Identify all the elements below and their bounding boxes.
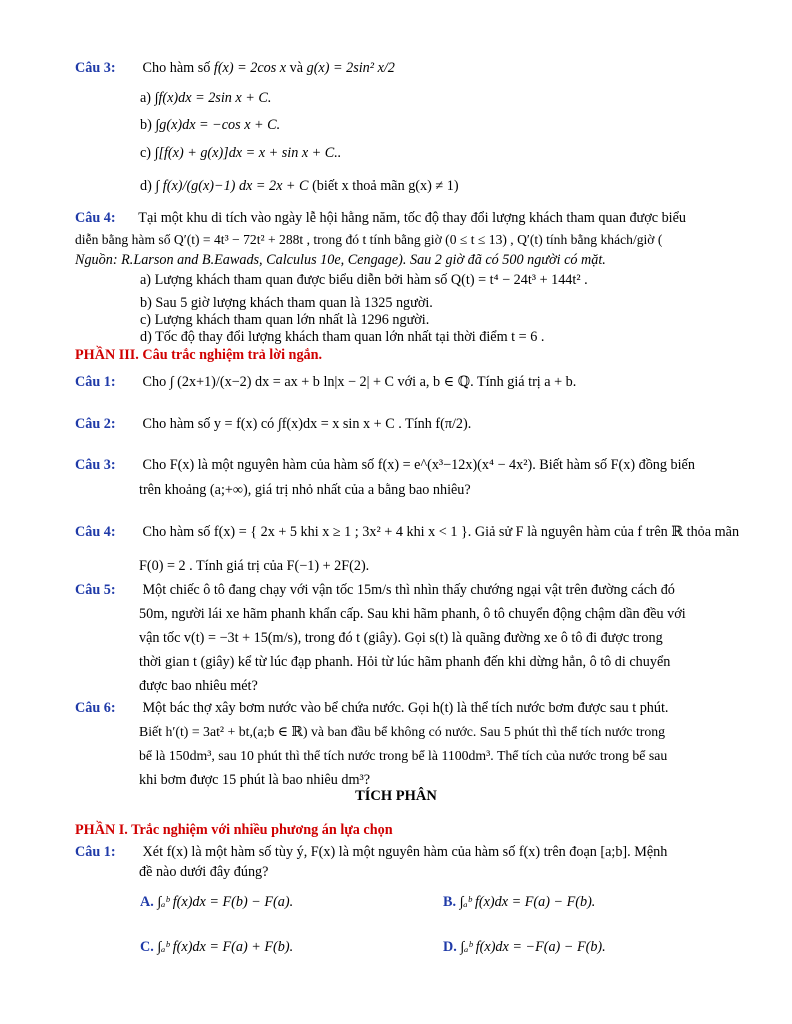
option-text: ∫ₐᵇ f(x)dx = −F(a) − F(b). [460,939,606,955]
question-3-stem [75,58,746,78]
option-text: ∫ₐᵇ f(x)dx = F(b) − F(a). [157,894,294,910]
question-label: Câu 5: [75,582,116,598]
question-text: Cho hàm số y = f(x) có ∫f(x)dx = x sin x + C . Tính f(π/2). [142,416,472,432]
short-q6-line4: khi bơm được 15 phút là bao nhiêu dm³? [139,772,371,788]
question-4-line2: diễn bằng hàm số Q′(t) = 4t³ − 72t² + 288t , trong đó t tính bằng giờ (0 ≤ t ≤ 13) , Q′(t) tính bằng khách/giờ ( [75,232,663,247]
formula-g: g(x) = 2sin² x/2 [306,60,395,76]
option-letter: c) [140,145,152,161]
short-q4 [75,522,746,542]
q4-option-c: c) Lượng khách tham quan lớn nhất là 1296 người. [140,312,430,328]
option-letter: A. [140,894,154,910]
short-q5-line3: vận tốc v(t) = −3t + 15(m/s), trong đó t (giây). Gọi s(t) là quãng đường xe ô tô đi được trong [139,630,663,646]
q4-option-a: a) Lượng khách tham quan được biểu diễn bởi hàm số Q(t) = t⁴ − 24t³ + 144t² . [140,272,588,288]
short-q5-line5: được bao nhiêu mét? [139,678,258,694]
short-q1 [75,372,746,392]
question-label: Câu 3: [75,457,116,473]
option-letter: b) [140,117,152,133]
question-text: Một chiếc ô tô đang chạy với vận tốc 15m/s thì nhìn thấy chướng ngại vật trên đường cách đó [142,582,675,598]
short-q6-line3: bể là 150dm³, sau 10 phút thì thể tích nước trong bể là 1100dm³. Thể tích của nước trong bể sau [139,748,668,763]
question-label: Câu 1: [75,374,116,390]
part3-heading: PHẦN III. Câu trắc nghiệm trả lời ngắn. [75,347,323,363]
question-label: Câu 6: [75,700,116,716]
short-q3 [75,455,746,475]
section-title: TÍCH PHÂN [355,788,437,804]
stem-text: Tại một khu di tích vào ngày lễ hội hằng năm, tốc độ thay đổi lượng khách tham quan được biểu [138,210,687,226]
q3-option-c [140,143,341,163]
mc-option-c [140,937,293,957]
formula-f: f(x) = 2cos x [213,60,287,76]
mc-q1 [75,842,746,862]
mc-option-a [140,892,293,912]
part1-heading: PHẦN I. Trắc nghiệm với nhiều phương án lựa chọn [75,822,393,838]
option-text: ∫ f(x)/(g(x)−1) dx = 2x + C [155,178,309,194]
option-text: ∫ₐᵇ f(x)dx = F(a) − F(b). [459,894,596,910]
option-note: (biết x thoả mãn g(x) ≠ 1) [312,178,459,194]
q4-option-d: d) Tốc độ thay đổi lượng khách tham quan lớn nhất tại thời điểm t = 6 . [140,329,545,345]
question-text: Cho ∫ (2x+1)/(x−2) dx = ax + b ln|x − 2| + C với a, b ∈ ℚ. Tính giá trị a + b. [142,374,577,390]
question-4-line1 [75,208,746,228]
q3-option-a [140,88,271,108]
question-label: Câu 2: [75,416,116,432]
option-text: ∫[f(x) + g(x)]dx = x + sin x + C.. [154,145,342,161]
mc-option-b [443,892,595,912]
option-letter: a) [140,90,152,106]
stem-text: Cho hàm số [142,60,211,76]
short-q6 [75,698,746,718]
mc-option-d [443,937,606,957]
conjunction: và [289,60,304,76]
option-text: ∫g(x)dx = −cos x + C. [155,117,281,133]
option-letter: D. [443,939,457,955]
question-label: Câu 4: [75,524,116,540]
question-text: Xét f(x) là một hàm số tùy ý, F(x) là một nguyên hàm của hàm số f(x) trên đoạn [a;b]. Mệnh [142,844,668,860]
question-4-line3: Nguồn: R.Larson and B.Eawads, Calculus 10e, Cengage). Sau 2 giờ đã có 500 người có mặt. [75,252,606,268]
short-q3-line2: trên khoảng (a;+∞), giá trị nhỏ nhất của a bằng bao nhiêu? [139,482,471,498]
short-q5-line4: thời gian t (giây) kể từ lúc đạp phanh. Hỏi từ lúc hãm phanh đến khi dừng hẳn, ô tô di chuyển [139,654,671,670]
option-letter: C. [140,939,154,955]
option-text: ∫f(x)dx = 2sin x + C. [154,90,272,106]
short-q5-line2: 50m, người lái xe hãm phanh khẩn cấp. Sau khi hãm phanh, ô tô chuyển động chậm dần đều với [139,606,686,622]
option-letter: d) [140,178,152,194]
question-text: Cho F(x) là một nguyên hàm của hàm số f(x) = e^(x³−12x)(x⁴ − 4x²). Biết hàm số F(x) đồng biến [142,457,695,473]
mc-q1-line2: đề nào dưới đây đúng? [139,864,269,880]
short-q2 [75,414,746,434]
option-text: ∫ₐᵇ f(x)dx = F(a) + F(b). [157,939,294,955]
q4-option-b: b) Sau 5 giờ lượng khách tham quan là 1325 người. [140,295,433,311]
short-q4-line2: F(0) = 2 . Tính giá trị của F(−1) + 2F(2). [139,558,370,574]
question-text: Một bác thợ xây bơm nước vào bể chứa nước. Gọi h(t) là thể tích nước bơm được sau t phút. [142,700,669,716]
short-q5 [75,580,746,600]
question-label: Câu 1: [75,844,116,860]
question-label: Câu 3: [75,60,116,76]
question-label: Câu 4: [75,210,116,226]
question-text: Cho hàm số f(x) = { 2x + 5 khi x ≥ 1 ; 3x² + 4 khi x < 1 }. Giả sử F là nguyên hàm của f trên ℝ thỏa mãn [142,524,740,540]
q3-option-d [140,176,459,196]
q3-option-b [140,115,280,135]
short-q6-line2: Biết h′(t) = 3at² + bt,(a;b ∈ ℝ) và ban đầu bể không có nước. Sau 5 phút thì thể tích nước trong [139,724,666,739]
option-letter: B. [443,894,457,910]
